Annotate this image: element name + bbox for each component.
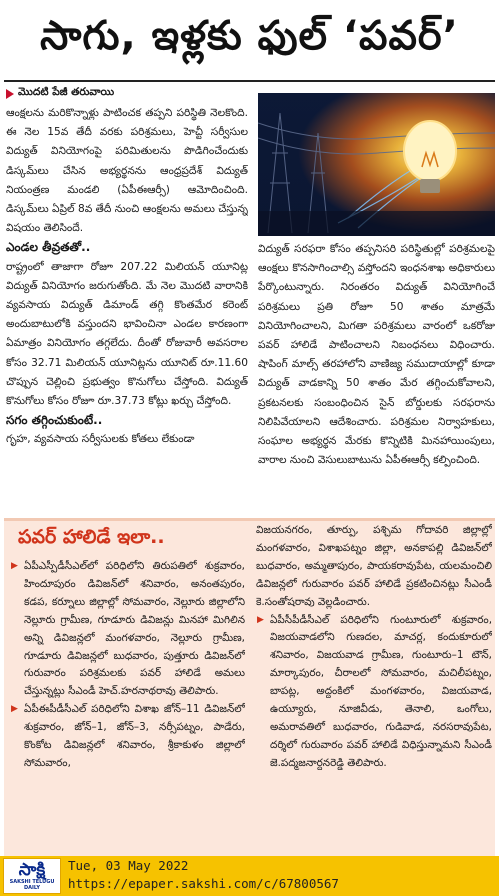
article-lead-paragraph: ఆంక్షలను మరికొన్నాళ్లు పాటించక తప్పని పరిస్థితి నెలకొంది. ఈ నెల 15వ తేదీ వరకు పరిశ్రమలు, హెచ్టీ సర్వీసుల విద్యుత్ వినియోగంపై పరిమితులను పొడిగించేందుకు డిస్కమ్‌లు చేసిన అభ్యర్థనను ఆంధ్రప్రదేశ్ విద్యుత్ నియంత్రణ మండలి (ఏపీఈఆర్సీ) ఆమోదించింది. డిస్కమ్‌లు ఏప్రిల్ 8వ తేదీ నుంచి ఆంక్షలను అమలు చేస్తున్న విషయం తెలిసిందే. [6, 107, 248, 235]
article-body-paragraph: రాష్ట్రంలో తాజాగా రోజూ 207.22 మిలియన్ యూనిట్ల విద్యుత్ వినియోగం జరుగుతోంది. మే నెల మొదటి వారానికి వ్యవసాయ విద్యుత్ డిమాండ్ తగ్గి కొంతమేర కరెంట్ అందుబాటులోకి వస్తుందని భావించినా ఎండల కారణంగా ఏమాత్రం వినియోగం తగ్గలేదు. దీంతో రోజువారీ అవసరాల కోసం 32.71 మిలియన్ యూనిట్లను యూనిట్ రూ.11.60 చొప్పున చెల్లించి ప్రభుత్వం కొనుగోలు చేస్తోంది. విద్యుత్ కొనుగోలు కోసం రోజూ రూ.37.73 కోట్లు ఖర్చు చేస్తోంది. [6, 260, 248, 408]
lightbulb-power-lines-photo [258, 93, 495, 236]
box-title: పవర్ హాలిడే ఇలా.. [18, 526, 165, 548]
subhead-endala: ఎండల తీవ్రతతో.. [6, 240, 91, 255]
headline-rule [4, 80, 495, 82]
red-triangle-bullet-icon: ▶ [11, 561, 18, 571]
red-triangle-icon [6, 89, 14, 99]
box-item-text: ఏపీఎస్పీడీసీఎల్‌లో పరిధిలోని తిరుపతిలో శుక్రవారం, హిందూపురం డివిజన్‌లో శనివారం, అనంతపురం, కడప, కర్నూలు జిల్లాల్లో సోమవారం, నెల్లూరు జిల్లాలోని నెల్లూరు గ్రామీణ, గూడూరు డివిజన్లు మినహా మిగిలిన అన్ని డివిజన్లలో మంగళవారం, నెల్లూరు గ్రామీణ, గూడూరు డివిజన్లలో బుధవారం, పుత్తూరు డివిజన్‌లో గురువారం పరిశ్రమలకు పవర్ హాలిడే అమలు చేస్తున్నట్లు సీఎండీ హెచ్.హరనాథరావు తెలిపారు. [24, 560, 245, 698]
box-column-right [256, 522, 492, 854]
article-column-2 [258, 240, 495, 516]
box-item [256, 612, 492, 773]
photo-illustration [258, 93, 495, 236]
subhead-sagam: సగం తగ్గించుకుంటే.. [6, 413, 103, 428]
article-tail-paragraph: గృహ, వ్యవసాయ సర్వీసులకు కోతలు లేకుండా [6, 433, 195, 446]
red-triangle-bullet-icon: ▶ [257, 614, 264, 625]
box-column-left [10, 558, 245, 854]
sakshi-logo[interactable] [3, 858, 61, 894]
article-column-2-text: విద్యుత్ సరఫరా కోసం తప్పనిసరి పరిస్థితుల్లో పరిశ్రమలపై ఆంక్షలు కొనసాగించాల్సి వస్తోందని ఇంధనశాఖ అధికారులు పేర్కొంటున్నారు. నిరంతరం విద్యుత్ వినియోగించే పరిశ్రమలు ప్రతి రోజూ 50 శాతం మాత్రమే వినియోగించాలని, మిగతా పరిశ్రమలు వారంలో ఒకరోజు పవర్ హాలిడే పాటించాలని నిబంధనలు విధించారు. షాపింగ్ మాల్స్ తరహాలోని వాణిజ్య సముదాయాల్లో కూడా విద్యుత్ వాడకాన్ని 50 శాతం మేర తగ్గించుకోవాలని, ప్రకటనలకు సంబంధించిన సైన్ బోర్డులకు సరఫరాను నిలిపివేయాలని ఆదేశించారు. పరిశ్రమల నిర్వాహకులు, సంఘాల అభ్యర్థన మేరకు కొన్నిటికి మినహాయింపులు, వారాల నుంచి వెసులుబాటును ఏపీఈఆర్సీ కల్పించింది. [258, 243, 495, 467]
edition-date: Tue, 03 May 2022 [68, 858, 189, 873]
box-item-text: ఏపీఈపీడీసీఎల్ పరిధిలోని విశాఖ జోన్–11 డివిజన్‌లో శుక్రవారం, జోన్–1, జోన్–3, నర్సీపట్నం, పాడేరు, కొంకోట డివిజన్లలో శనివారం, శ్రీకాకుళం జిల్లాలో సోమవారం, [24, 703, 245, 769]
box-right-lead: విజయనగరం, తూర్పు, పశ్చిమ గోదావరి జిల్లాల్లో మంగళవారం, విశాఖపట్నం జిల్లా, అనకాపల్లి డివిజన్‌లో బుధవారం, అమ్మతాపురం, పాయకరావుపేట, యలమంచిలి డివిజన్లలో గురువారం పవర్ హాలిడే ప్రకటించినట్లు సీఎండీ కె.సంతోషరావు వెల్లడించారు. [256, 524, 492, 608]
box-item [10, 558, 245, 701]
logo-text: సాక్షి [18, 860, 46, 880]
red-triangle-bullet-icon: ▶ [11, 704, 18, 715]
kicker [6, 86, 114, 101]
headline: సాగు, ఇళ్లకు ఫుల్ ‘పవర్’ [40, 13, 459, 59]
box-item-text: ఏపీసీపీడీసీఎల్ పరిధిలోని గుంటూరులో శుక్రవారం, విజయవాడలోని గుణదల, మాచర్ల, కందుకూరులో శనివారం, విజయవాడ గ్రామీణ, గుంటూరు–1 టౌన్, మార్కాపురం, చీరాలలో సోమవారం, మచిలీపట్నం, బాపట్ల, అద్దంకిలో మంగళవారం, విజయవాడ, ఉయ్యూరు, నూజివీడు, తెనాలి, ఒంగోలు, అమరావతిలో బుధవారం, గుడివాడ, నరసరావుపేట, దర్శిలో గురువారం పవర్ హాలిడే విధిస్తున్నామని సీఎండీ జె.పద్మజనార్దనరెడ్డి తెలిపారు. [270, 613, 492, 769]
epaper-link[interactable]: https://epaper.sakshi.com/c/67800567 [68, 876, 339, 891]
kicker-label: మొదటి పేజీ తరువాయి [18, 86, 115, 98]
article-column-1 [6, 104, 248, 514]
logo-subtitle: SAKSHI TELUGU DAILY [9, 879, 55, 891]
box-item [10, 701, 245, 773]
